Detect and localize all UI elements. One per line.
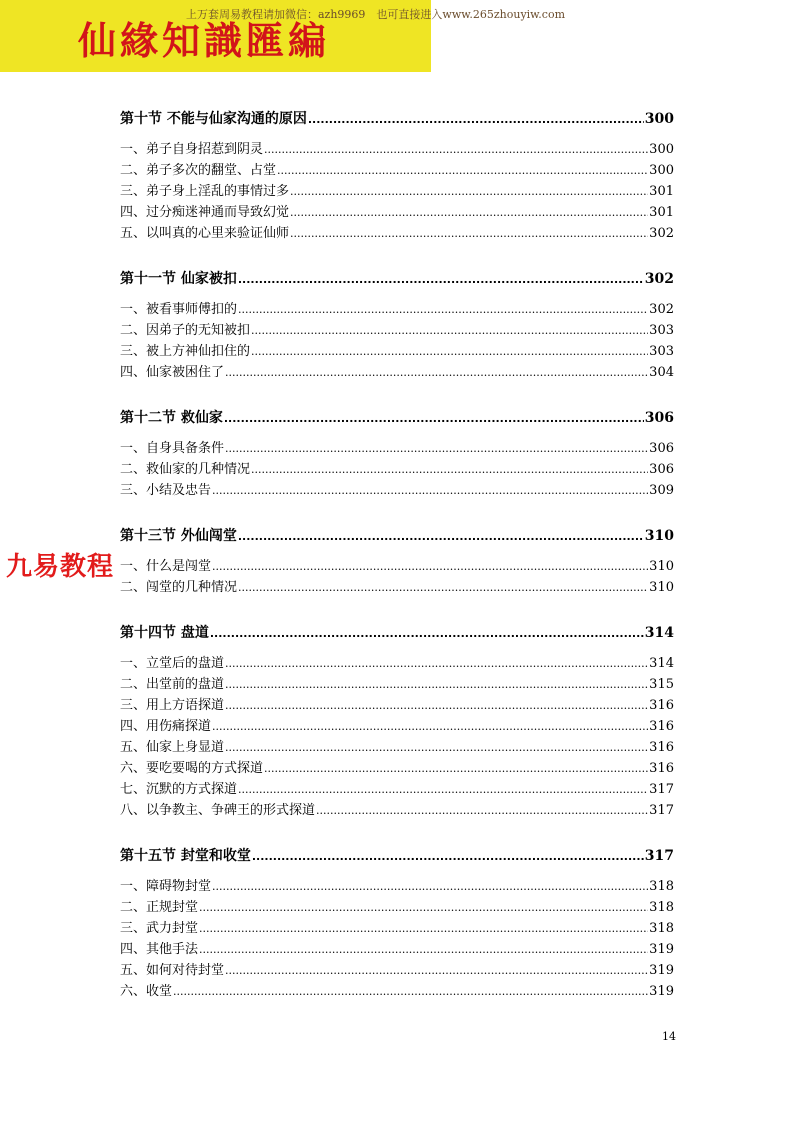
toc-entry-label: 六、要吃要喝的方式探道 <box>120 761 264 776</box>
toc-entry-page: 304 <box>649 365 674 380</box>
table-of-contents <box>120 108 674 1002</box>
toc-entry[interactable] <box>120 758 674 779</box>
toc-entry-label: 一、什么是闯堂 <box>120 559 212 574</box>
toc-leader-dots <box>212 556 648 577</box>
toc-leader-dots <box>225 695 648 716</box>
toc-section-heading[interactable] <box>120 268 674 290</box>
toc-entry-page: 306 <box>649 441 674 456</box>
toc-entry[interactable] <box>120 716 674 737</box>
toc-entry-label: 四、仙家被困住了 <box>120 365 225 380</box>
toc-entry[interactable] <box>120 223 674 244</box>
toc-heading-label: 第十三节 外仙闯堂 <box>120 528 237 544</box>
toc-entry[interactable] <box>120 737 674 758</box>
toc-entry[interactable] <box>120 438 674 459</box>
toc-leader-dots <box>224 408 644 430</box>
toc-entry-page: 317 <box>649 803 674 818</box>
toc-heading-page: 302 <box>644 271 674 287</box>
toc-leader-dots <box>225 653 648 674</box>
toc-entry-page: 309 <box>649 483 674 498</box>
toc-entry-page: 303 <box>649 344 674 359</box>
toc-entry[interactable] <box>120 876 674 897</box>
toc-section <box>120 622 674 845</box>
toc-section-heading[interactable] <box>120 108 674 130</box>
toc-entry-page: 302 <box>649 226 674 241</box>
toc-entry-label: 一、立堂后的盘道 <box>120 656 225 671</box>
toc-section <box>120 108 674 268</box>
toc-leader-dots <box>225 737 648 758</box>
toc-leader-dots <box>251 341 648 362</box>
toc-leader-dots <box>238 779 648 800</box>
toc-heading-page: 306 <box>644 410 674 426</box>
toc-entry[interactable] <box>120 918 674 939</box>
toc-entry[interactable] <box>120 362 674 383</box>
toc-entry-label: 三、用上方语探道 <box>120 698 225 713</box>
toc-leader-dots <box>199 939 648 960</box>
toc-entry-page: 300 <box>649 163 674 178</box>
toc-leader-dots <box>238 299 648 320</box>
toc-leader-dots <box>277 160 648 181</box>
toc-entry-label: 五、如何对待封堂 <box>120 963 225 978</box>
toc-leader-dots <box>238 577 648 598</box>
toc-section-heading[interactable] <box>120 525 674 547</box>
toc-heading-page: 310 <box>644 528 674 544</box>
toc-entry[interactable] <box>120 653 674 674</box>
toc-leader-dots <box>212 876 648 897</box>
toc-entry-page: 314 <box>649 656 674 671</box>
toc-entry-label: 二、救仙家的几种情况 <box>120 462 251 477</box>
toc-entry-page: 319 <box>649 942 674 957</box>
toc-entry-label: 四、其他手法 <box>120 942 199 957</box>
toc-section-heading[interactable] <box>120 845 674 867</box>
toc-entry-label: 七、沉默的方式探道 <box>120 782 238 797</box>
toc-leader-dots <box>212 716 648 737</box>
toc-section-heading[interactable] <box>120 622 674 644</box>
toc-entry-label: 二、闯堂的几种情况 <box>120 580 238 595</box>
toc-entry-label: 二、弟子多次的翻堂、占堂 <box>120 163 277 178</box>
toc-entry-label: 三、小结及忠告 <box>120 483 212 498</box>
toc-entry-page: 300 <box>649 142 674 157</box>
toc-entry-label: 五、仙家上身显道 <box>120 740 225 755</box>
toc-heading-label: 第十一节 仙家被扣 <box>120 271 237 287</box>
toc-entry-label: 一、自身具备条件 <box>120 441 225 456</box>
toc-entry-page: 319 <box>649 963 674 978</box>
toc-entry-page: 318 <box>649 921 674 936</box>
toc-entry-label: 二、出堂前的盘道 <box>120 677 225 692</box>
toc-entry-label: 一、弟子自身招惹到阴灵 <box>120 142 264 157</box>
toc-entry[interactable] <box>120 779 674 800</box>
watermark-text: 上万套周易教程请加微信：azh9969 也可直接进入www.265zhouyiw.com <box>186 8 566 21</box>
toc-entry-label: 一、被看事师傅扣的 <box>120 302 238 317</box>
toc-entry-label: 三、武力封堂 <box>120 921 199 936</box>
toc-entry-page: 316 <box>649 698 674 713</box>
toc-entry-page: 310 <box>649 559 674 574</box>
toc-entry-page: 316 <box>649 761 674 776</box>
toc-entry-page: 318 <box>649 900 674 915</box>
toc-entry[interactable] <box>120 674 674 695</box>
toc-entry-page: 316 <box>649 740 674 755</box>
toc-leader-dots <box>199 897 648 918</box>
side-watermark: 九易教程 <box>6 552 115 582</box>
toc-leader-dots <box>264 758 648 779</box>
toc-entry[interactable] <box>120 480 674 501</box>
toc-leader-dots <box>225 674 648 695</box>
toc-entry[interactable] <box>120 160 674 181</box>
toc-leader-dots <box>173 981 648 1002</box>
toc-entry-label: 三、弟子身上淫乱的事情过多 <box>120 184 290 199</box>
toc-entry-page: 310 <box>649 580 674 595</box>
toc-heading-label: 第十节 不能与仙家沟通的原因 <box>120 111 307 127</box>
toc-entry-page: 306 <box>649 462 674 477</box>
toc-entry-label: 一、障碍物封堂 <box>120 879 212 894</box>
toc-section <box>120 845 674 1002</box>
toc-entry-page: 301 <box>649 184 674 199</box>
toc-leader-dots <box>316 800 648 821</box>
banner-title: 仙緣知識匯編 <box>78 18 331 63</box>
toc-entry[interactable] <box>120 800 674 821</box>
toc-entry-page: 302 <box>649 302 674 317</box>
toc-entry-page: 316 <box>649 719 674 734</box>
toc-entry-label: 三、被上方神仙扣住的 <box>120 344 251 359</box>
toc-entry[interactable] <box>120 981 674 1002</box>
toc-section-heading[interactable] <box>120 407 674 429</box>
toc-entry-page: 317 <box>649 782 674 797</box>
toc-entry[interactable] <box>120 341 674 362</box>
toc-entry[interactable] <box>120 320 674 341</box>
toc-section <box>120 268 674 407</box>
toc-entry[interactable] <box>120 459 674 480</box>
toc-leader-dots <box>252 846 644 868</box>
toc-entry[interactable] <box>120 695 674 716</box>
toc-leader-dots <box>290 181 648 202</box>
toc-leader-dots <box>212 480 648 501</box>
toc-entry-page: 319 <box>649 984 674 999</box>
toc-leader-dots <box>290 202 648 223</box>
toc-leader-dots <box>308 109 644 131</box>
toc-section <box>120 407 674 525</box>
toc-entry[interactable] <box>120 939 674 960</box>
toc-entry-label: 四、用伤痛探道 <box>120 719 212 734</box>
toc-entry[interactable] <box>120 299 674 320</box>
toc-entry-page: 301 <box>649 205 674 220</box>
toc-entry[interactable] <box>120 577 674 598</box>
toc-leader-dots <box>238 526 644 548</box>
toc-entry[interactable] <box>120 556 674 577</box>
toc-leader-dots <box>290 223 648 244</box>
toc-leader-dots <box>264 139 648 160</box>
toc-heading-page: 300 <box>644 111 674 127</box>
toc-heading-label: 第十四节 盘道 <box>120 625 209 641</box>
toc-entry-label: 二、正规封堂 <box>120 900 199 915</box>
toc-entry[interactable] <box>120 181 674 202</box>
toc-leader-dots <box>251 320 648 341</box>
toc-leader-dots <box>199 918 648 939</box>
toc-entry-page: 303 <box>649 323 674 338</box>
toc-leader-dots <box>238 269 644 291</box>
toc-entry[interactable] <box>120 139 674 160</box>
toc-entry-label: 八、以争教主、争碑王的形式探道 <box>120 803 316 818</box>
toc-leader-dots <box>210 623 644 645</box>
toc-entry-label: 五、以叫真的心里来验证仙师 <box>120 226 290 241</box>
toc-entry-label: 四、过分痴迷神通而导致幻觉 <box>120 205 290 220</box>
toc-entry-label: 六、收堂 <box>120 984 173 999</box>
toc-entry-page: 318 <box>649 879 674 894</box>
toc-entry-label: 二、因弟子的无知被扣 <box>120 323 251 338</box>
toc-leader-dots <box>225 438 648 459</box>
toc-leader-dots <box>251 459 648 480</box>
toc-heading-label: 第十二节 救仙家 <box>120 410 223 426</box>
toc-section <box>120 525 674 622</box>
page-number: 14 <box>662 1030 676 1043</box>
toc-entry[interactable] <box>120 960 674 981</box>
toc-entry[interactable] <box>120 897 674 918</box>
toc-leader-dots <box>225 362 648 383</box>
toc-leader-dots <box>225 960 648 981</box>
toc-heading-label: 第十五节 封堂和收堂 <box>120 848 251 864</box>
toc-entry[interactable] <box>120 202 674 223</box>
toc-entry-page: 315 <box>649 677 674 692</box>
toc-heading-page: 314 <box>644 625 674 641</box>
toc-heading-page: 317 <box>644 848 674 864</box>
